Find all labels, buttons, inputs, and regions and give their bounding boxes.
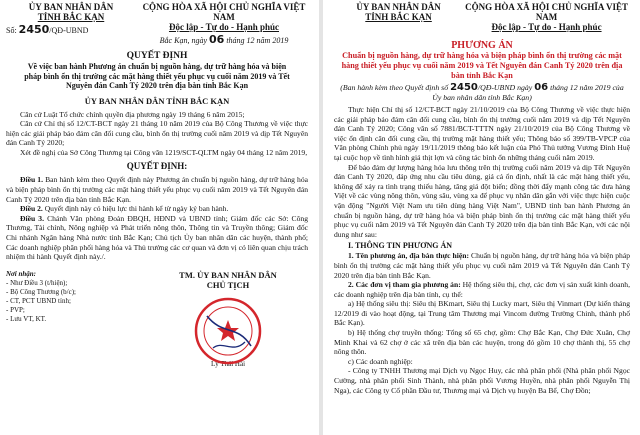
recipient-item: - Bộ Công Thương (b/c); [6, 287, 76, 296]
plan-para-2: Để bảo đảm dự lượng hàng hóa lưu thông trên thị trường cuối năm 2019 và dịp Tết Nguyên đán Canh Tý 2020, đáp ứng nhu cầu tiêu dùng, giá cả ổn định, nhất là các mặt hàng thiết yếu, không để xảy ra tình trạng thiếu hàng, tăng giá đột biến; đồng thời đẩy mạnh công tác đưa hàng Việt về các vùng nông thôn, vùng sâu, vùng xa để phục vụ nhân dân gắn với việc thực hiện cuộc vận động "Người Việt Nam ưu tiên dùng hàng Việt Nam", UBND tỉnh ban hành Phương án chuẩn bị nguồn hàng, dự trữ hàng hóa và biện pháp bình ổn thị trường các mặt hàng thiết yếu phục vụ cuối năm 2019 và Tết Nguyên đán Canh Tý 2020 trên địa bàn tỉnh Bắc Kạn, với các nội dung như sau: [334, 162, 630, 239]
recipient-item: - Lưu VT, KT. [6, 314, 47, 323]
org-province: TỈNH BẮC KẠN [37, 12, 105, 22]
recipient-item: - PVP; [6, 305, 25, 314]
signer-name: Lý Thái Hải [210, 359, 246, 368]
org-province: TỈNH BẮC KẠN [365, 12, 432, 22]
recipient-item: - Như Điều 3 (t/hiện); [6, 278, 68, 287]
country-motto: Độc lập - Tự do - Hạnh phúc [491, 22, 602, 32]
signer-title: CHỦ TỊCH [206, 279, 250, 290]
plan-title: PHƯƠNG ÁN [451, 40, 513, 51]
basis-1: Căn cứ Luật Tổ chức chính quyền địa phương ngày 19 tháng 6 năm 2015; [20, 109, 245, 119]
plan-reference: (Ban hành kèm theo Quyết định số 2450/QĐ-UBND ngày 06 tháng 12 năm 2019 của Ủy ban nhân dân tỉnh Bắc Kạn) [340, 82, 624, 102]
section-1-heading: I. THÔNG TIN PHƯƠNG ÁN [348, 241, 453, 251]
reference-number: Số: 2450/QĐ-UBND [6, 23, 89, 36]
item-1: 1. Tên phương án, địa bàn thực hiện: Chuẩn bị nguồn hàng, dự trữ hàng hóa và biện pháp bình ổn thị trường các mặt hàng thiết yếu phục vụ cuối năm 2019 và Tết Nguyên đán Canh Tý 2020 trên địa bàn tỉnh Bắc Kạn. [334, 251, 630, 280]
signer-block [148, 270, 308, 368]
org-name: ỦY BAN NHÂN DÂN [356, 2, 441, 12]
plan-page [324, 0, 640, 435]
country-name: CỘNG HÒA XÃ HỘI CHỦ NGHĨA VIỆT NAM [142, 2, 306, 22]
decision-page [0, 0, 318, 435]
recipient-item: - CT, PCT UBND tỉnh; [6, 296, 71, 305]
item-2a: a) Hệ thống siêu thị: Siêu thị BKmart, Siêu thị Lucky mart, Siêu thị Vinmart (Dự kiến tháng 12/2019 đi vào hoạt động, tại Trung tâm Thương mại Vincom đường Trường Chinh, thành phố Bắc Kạn). [334, 299, 630, 328]
article-3: Điều 3. Chánh Văn phòng Đoàn ĐBQH, HĐND và UBND tỉnh; Giám đốc các Sở: Công Thương, Tài chính, Nông nghiệp và Phát triển nông thôn, Thông tin và Truyền thông; Giám đốc Chi nhánh Ngân hàng Nhà nước tỉnh Bắc Kạn; Chủ tịch Ủy ban nhân dân các huyện, thành phố; Các doanh nghiệp phân phối hàng hóa và Thủ trưởng các cơ quan và đơn vị có liên quan chịu trách nhiệm thi hành Quyết định này./. [6, 213, 308, 262]
signature-area [6, 270, 308, 368]
issue-date: Bắc Kạn, ngày 06 tháng 12 năm 2019 [159, 33, 289, 46]
decision-header [6, 2, 308, 46]
plan-header [334, 2, 630, 32]
org-name: ỦY BAN NHÂN DÂN [28, 2, 114, 12]
doc-type: QUYẾT ĐỊNH [126, 51, 188, 61]
authority: ỦY BAN NHÂN DÂN TỈNH BẮC KẠN [84, 95, 230, 106]
decides-heading: QUYẾT ĐỊNH: [126, 161, 188, 172]
item-2c1: - Công ty TNHH Thương mại Dịch vụ Ngọc Huy, các nhà phân phối (Nhà phân phối Ngọc Cường, nhà phân phối Sinh Thành, nhà phân phối Vương Huyền, nhà phân phối Nguyễn Thị Nga), các Công ty Cổ phần Đầu tư, Thương mại và Dịch vụ huyện Ba Bể, Chợ Đồn; [334, 366, 630, 395]
recipients-list: Nơi nhận: - Như Điều 3 (t/hiện); - Bộ Công Thương (b/c); - CT, PCT UBND tỉnh; - PVP; - Lưu VT, KT. [6, 270, 116, 368]
article-1: Điều 1. Ban hành kèm theo Quyết định này Phương án chuẩn bị nguồn hàng, dự trữ hàng hóa và biện pháp bình ổn thị trường các mặt hàng thiết yếu phục vụ cuối năm 2019 và Tết Nguyên đán Canh Tý 2020 trên địa bàn tỉnh Bắc Kạn. [6, 175, 308, 204]
plan-para-1: Thực hiện Chỉ thị số 12/CT-BCT ngày 21/10/2019 của Bộ Công Thương về việc thực hiện các giải pháp bảo đảm cân đối cung cầu, bình ổn thị trường cuối năm 2019 và dịp Tết Nguyên đán Canh Tý 2020; Công văn số 7881/BCT-TTTN ngày 21/10/2019 của Bộ Công Thương về việc ổn định cân đối cung cầu, thị trường mặt hàng thiết yếu; Thông báo số 399/TB-VPCP của Văn phòng Chính phủ ngày 19/11/2019 thông báo kết luận của Phó Thủ tướng Vương Đình Huệ tại cuộc họp về tình hình giá thịt lợn và công tác bình ổn những tháng cuối năm 2019. [334, 105, 630, 162]
page-divider [319, 0, 323, 435]
country-motto: Độc lập - Tự do - Hạnh phúc [168, 22, 279, 32]
doc-subject: Về việc ban hành Phương án chuẩn bị nguồn hàng, dự trữ hàng hóa và biện pháp bình ổn thị trường các mặt hàng thiết yếu phục vụ cuối năm 2019 và Tết Nguyên đán Canh Tý 2020 trên địa bàn tỉnh Bắc Kạn [24, 62, 290, 90]
item-2: 2. Các đơn vị tham gia phương án: Hệ thống siêu thị, chợ, các đơn vị sản xuất kinh doanh, các doanh nghiệp trên địa bàn tỉnh, cụ thể: [334, 280, 630, 299]
plan-subtitle: Chuẩn bị nguồn hàng, dự trữ hàng hóa và biện pháp bình ổn thị trường các mặt hàng thiết yếu phục vụ cuối năm 2019 và Tết Nguyên đán Canh Tý 2020 trên địa bàn tỉnh Bắc Kạn [341, 51, 623, 80]
official-stamp [193, 296, 263, 366]
basis-2: Căn cứ Chỉ thị số 12/CT-BCT ngày 21 tháng 10 năm 2019 của Bộ Công Thương về việc thực hiện các giải pháp bảo đảm cân đối cung cầu, bình ổn thị trường cuối năm 2019 và dịp Tết Nguyên đán Canh Tý 2020; [6, 119, 308, 148]
signer-org: TM. ỦY BAN NHÂN DÂN [179, 269, 277, 280]
article-2: Điều 2. Quyết định này có hiệu lực thi hành kể từ ngày ký ban hành. [20, 204, 229, 214]
country-name: CỘNG HÒA XÃ HỘI CHỦ NGHĨA VIỆT NAM [465, 2, 628, 22]
item-2b: b) Hệ thống chợ truyền thống: Tổng số 65 chợ, gồm: Chợ Bắc Kạn, Chợ Đức Xuân, Chợ Minh Khai và 62 chợ ở các xã trên địa bàn các huyện, trong đó gồm 10 chợ thành thị, 55 chợ nông thôn. [334, 328, 630, 357]
basis-3: Xét đề nghị của Sở Công Thương tại Công văn 1219/SCT-QLTM ngày 04 tháng 12 năm 2019, [20, 147, 308, 157]
item-2c: c) Các doanh nghiệp: [348, 356, 413, 366]
